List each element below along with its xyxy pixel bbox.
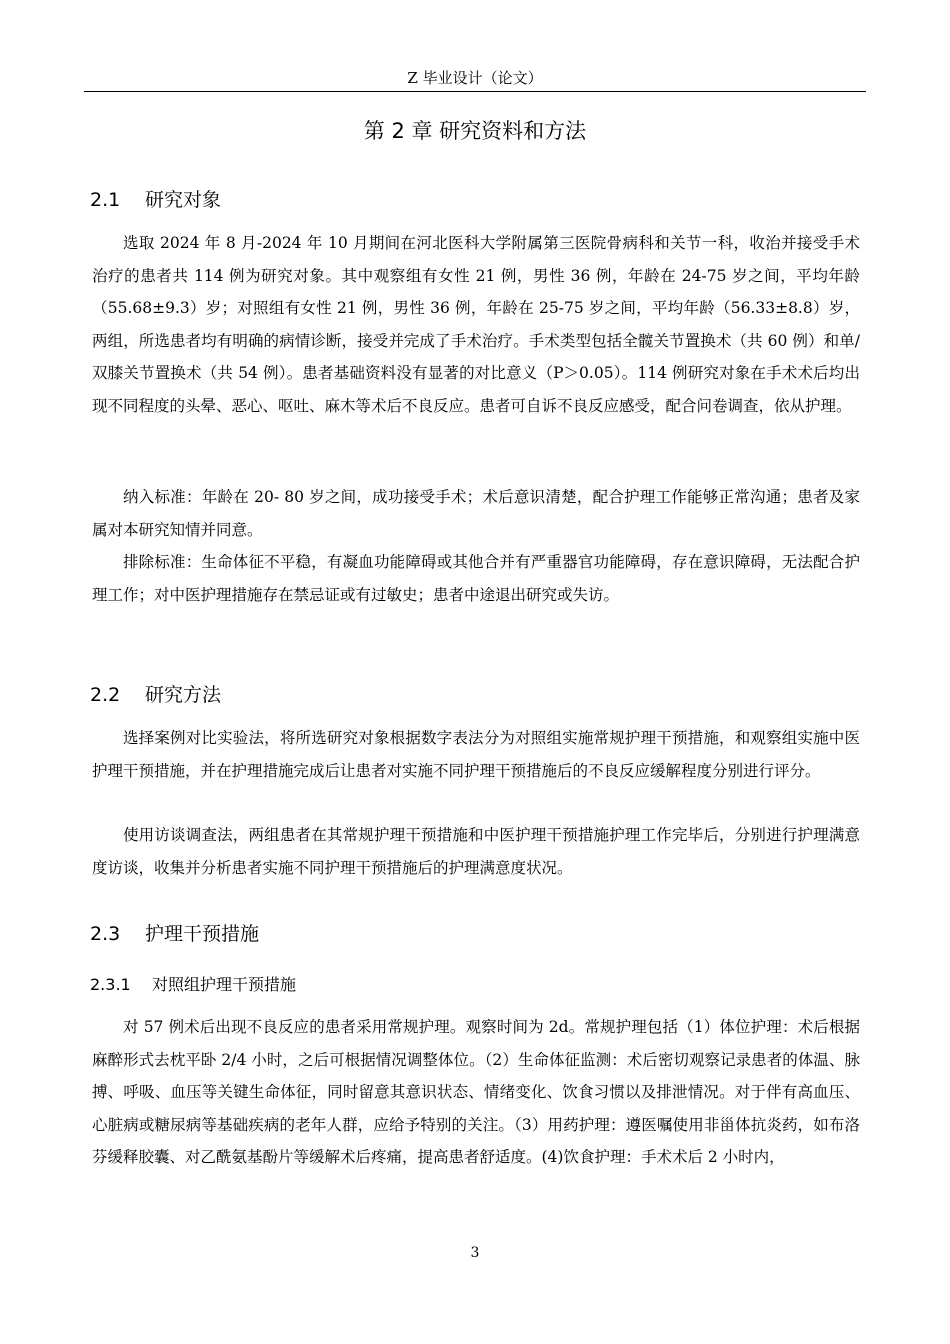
page-header: Z 毕业设计（论文） [407,69,543,87]
paragraph-study-subjects: 选取 2024 年 8 月-2024 年 10 月期间在河北医科大学附属第三医院骨病科和关节一科，收治并接受手术治疗的患者共 114 例为研究对象。其中观察组有女性 21 例，男性 36 例，年龄在 24-75 岁之间，平均年龄（55.68±9.3）岁；对照组有女性 21 例，男性 36 例，年龄在 25-75 岁之间，平均年龄（56.33±8.8）岁，两组，所选患者均有明确的病情诊断，接受并完成了手术治疗。手术类型包括全髋关节置换术（共 60 例）和单/双膝关节置换术（共 54 例）。患者基础资料没有显著的对比意义（P＞0.05）。114 例研究对象在手术术后均出现不同程度的头晕、恶心、呕吐、麻木等术后不良反应。患者可自诉不良反应感受，配合问卷调查，依从护理。 [92,234,860,415]
section-heading-2-1 [90,187,221,213]
section-heading-2-3 [90,921,259,947]
subsection-heading-2-3-1 [90,973,296,997]
page-number: 3 [470,1245,480,1261]
chapter-title: 第 2 章 研究资料和方法 [363,119,587,143]
header-rule [84,91,866,92]
section-heading-2-2 [90,682,221,708]
section-title: 研究对象 [145,189,222,211]
section-number: 2.2 [90,684,121,706]
paragraph-exclusion-criteria: 排除标准：生命体征不平稳，有凝血功能障碍或其他合并有严重器官功能障碍，存在意识障碍，无法配合护理工作；对中医护理措施存在禁忌证或有过敏史；患者中途退出研究或失访。 [92,553,860,604]
section-title: 护理干预措施 [145,923,260,945]
section-title: 研究方法 [145,684,222,706]
paragraph-control-group-care: 对 57 例术后出现不良反应的患者采用常规护理。观察时间为 2d。常规护理包括（1）体位护理：术后根据麻醉形式去枕平卧 2/4 小时，之后可根据情况调整体位。（2）生命体征监测：术后密切观察记录患者的体温、脉搏、呼吸、血压等关键生命体征，同时留意其意识状态、情绪变化、饮食习惯以及排泄情况。对于伴有高血压、心脏病或糖尿病等基础疾病的老年人群，应给予特别的关注。（3）用药护理：遵医嘱使用非甾体抗炎药，如布洛芬缓释胶囊、对乙酰氨基酚片等缓解术后疼痛，提高患者舒适度。(4)饮食护理：手术术后 2 小时内， [92,1018,860,1166]
section-number: 2.3 [90,923,121,945]
section-number: 2.1 [90,189,121,211]
subsection-number: 2.3.1 [90,975,131,994]
subsection-title: 对照组护理干预措施 [152,975,297,994]
paragraph-method-1: 选择案例对比实验法，将所选研究对象根据数字表法分为对照组实施常规护理干预措施，和观察组实施中医护理干预措施，并在护理措施完成后让患者对实施不同护理干预措施后的不良反应缓解程度分别进行评分。 [92,729,860,780]
paragraph-inclusion-criteria: 纳入标准：年龄在 20- 80 岁之间，成功接受手术；术后意识清楚，配合护理工作能够正常沟通；患者及家属对本研究知情并同意。 [92,488,860,539]
paragraph-method-2: 使用访谈调查法，两组患者在其常规护理干预措施和中医护理干预措施护理工作完毕后，分别进行护理满意度访谈，收集并分析患者实施不同护理干预措施后的护理满意度状况。 [92,826,860,877]
